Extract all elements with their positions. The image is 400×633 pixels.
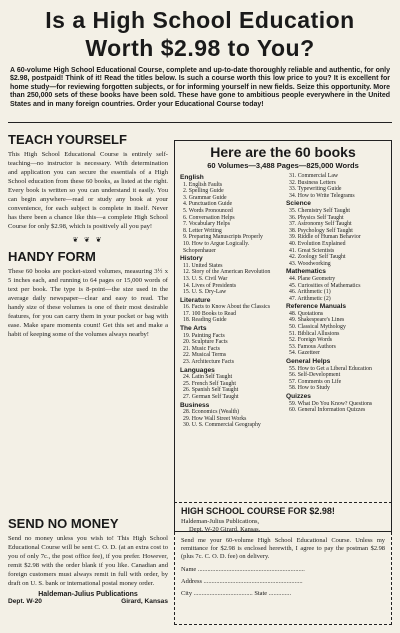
book-title: 26. Spanish Self Taught [183, 387, 239, 394]
book-title: 37. Astronomy Self Taught [289, 221, 352, 228]
handy-form-title: HANDY FORM [8, 249, 96, 264]
book-title: 5. Words Pronounced [183, 207, 233, 214]
book-title: 14. Lives of Presidents [183, 282, 237, 289]
book-category: Business [180, 401, 210, 409]
book-title: 35. Chemistry Self Taught [289, 207, 350, 214]
book-title: 7. Vocabulary Helps [183, 221, 230, 228]
order-title: HIGH SCHOOL COURSE FOR $2.98! [181, 506, 335, 516]
book-title: 15. U. S. Dry-Law [183, 289, 227, 296]
divider [8, 122, 392, 123]
book-category: Mathematics [286, 268, 326, 276]
book-title: 19. Painting Facts [183, 332, 225, 339]
book-category: Reference Manuals [286, 303, 347, 311]
name-field[interactable]: Name ................................................................... [181, 566, 305, 573]
publisher-dept: Dept. W-20 [8, 598, 42, 605]
book-title: 29. How Wall Street Works [183, 415, 247, 422]
book-title: 20. Sculpture Facts [183, 339, 228, 346]
book-category: History [180, 255, 203, 263]
book-title: 57. Comments on Life [289, 378, 342, 385]
book-category: The Arts [180, 325, 207, 333]
city-label: City [181, 590, 193, 597]
name-label: Name [181, 566, 197, 573]
address-field[interactable]: Address .............................................................. [181, 578, 303, 585]
book-category: Quizzes [286, 393, 311, 400]
book-title: 50. Classical Mythology [289, 324, 346, 331]
book-category: Literature [180, 296, 211, 304]
book-title: 23. Architecture Facts [183, 359, 235, 366]
book-title: 31. Commercial Law [289, 173, 339, 179]
book-title: 56. Self-Development [289, 372, 341, 379]
book-title: 22. Musical Terms [183, 352, 227, 359]
book-title: 46. Arithmetic (1) [289, 289, 331, 296]
send-no-money-title: SEND NO MONEY [8, 516, 119, 531]
book-title: 47. Arithmetic (2) [289, 295, 331, 302]
book-category: General Helps [286, 358, 331, 366]
publisher-name: Haldeman-Julius Publications [38, 591, 138, 598]
send-no-money-body: Send no money unless you wish to! This High School Educational Course will be sent C. O. D. (at an extra cost to you of only 7c., the post office fee), if you prefer. However, remit $2.98 with the order blank if you like. Canadian and foreign customers must always remit in full with order, by draft on U. S. bank or international postal money order. [8, 535, 168, 587]
book-title: 45. Curiosities of Mathematics [289, 282, 361, 289]
book-title: 1. English Faults [183, 181, 223, 188]
order-coupon[interactable] [174, 502, 392, 625]
book-title: 3. Grammar Guide [183, 194, 227, 201]
book-title: 39. Riddle of Human Behavior [289, 234, 361, 241]
teach-yourself-body: This High School Educational Course is entirely self-teaching—no instructor is necessary. With determination and application you can secure the essentials of a High School education from these 60 books, as listed at the right. Every book is written so you can understand it easily. You can begin anywhere—read or study any book at your convenience, for each subject is complete in itself. Never has there been a chance like this—a complete High School Course for only $2.98, which is positively all you pay! [8, 151, 168, 230]
book-title: 42. Zoology Self Taught [289, 254, 346, 261]
book-category: Languages [180, 366, 215, 374]
book-title: 54. Gazetteer [289, 350, 320, 357]
book-title: 16. Facts to Know About the Classics [183, 304, 271, 311]
order-address-line1: Haldeman-Julius Publications, [181, 518, 260, 525]
book-title: 6. Conversation Helps [183, 214, 235, 221]
book-category: Science [286, 200, 311, 208]
book-title: 10. How to Argue Logically. Schopenhauer [183, 240, 250, 254]
books-title: Here are the 60 books [210, 144, 356, 160]
book-title: 38. Psychology Self Taught [289, 227, 353, 234]
book-title: 53. Famous Authors [289, 343, 336, 350]
order-text: Send me your 60-volume High School Educational Course. Unless my remittance for $2.98 is enclosed herewith, I agree to pay the postman $2.98 (plus 7c. C. O. D. fee) on delivery. [181, 537, 385, 560]
book-title: 27. German Self Taught [183, 394, 239, 400]
address-label: Address [181, 578, 202, 585]
send-no-money-section [8, 516, 168, 605]
state-label: State [254, 590, 268, 597]
book-title: 32. Business Letters [289, 179, 336, 186]
books-list-left [180, 173, 280, 429]
order-address-line2: Dept. W-20 Girard, Kansas. [189, 526, 261, 533]
book-title: 49. Shakespeare's Lines [289, 317, 345, 324]
handy-form-body: These 60 books are pocket-sized volumes, measuring 3½ x 5 inches each, and running to 64 pages or 15,000 words of text per book. The type is 8-point—the size used in the average daily newspaper—clear and easy to read. The handy size of these volumes is one of their most desirable features, for you can carry them in your pocket or bag with ease. Make spare moments count! Get this set and make a habit of keeping some of the volumes always nearby! [8, 268, 168, 338]
book-title: 36. Physics Self Taught [289, 214, 344, 221]
book-title: 9. Preparing Manuscripts Properly [183, 234, 263, 241]
book-title: 52. Foreign Words [289, 337, 333, 344]
book-title: 58. How to Study [289, 385, 330, 392]
book-title: 28. Economics (Wealth) [183, 409, 240, 416]
book-title: 11. United States [183, 262, 223, 269]
book-title: 60. General Information Quizzes [289, 407, 366, 414]
book-title: 55. How to Get a Liberal Education [289, 365, 372, 372]
intro-paragraph: A 60-volume High School Educational Course, complete and up-to-date thoroughly reliable and authentic, for only $2.98, postpaid! Think of it! Read the titles below. Is such a course worth this low price to you? It is excellent for home study—for reviewing forgotten subjects, or for informing yourself in new fields. Seize this opportunity. More than 250,000 sets of these books have been sold. These have gone to ambitious people everywhere in the United States and in many foreign countries. Order your Educational Course today! [10, 67, 390, 108]
left-column [8, 126, 168, 339]
book-title: 8. Letter Writing [183, 227, 222, 234]
book-title: 51. Biblical Allusions [289, 330, 340, 337]
book-title: 18. Reading Guide [183, 317, 227, 324]
books-box-wrapper [174, 140, 392, 532]
book-title: 59. What Do You Know? Questions [289, 400, 373, 407]
book-title: 33. Typewriting Guide [289, 186, 342, 193]
book-title: 44. Plane Geometry [289, 275, 336, 282]
book-title: 25. French Self Taught [183, 380, 236, 387]
advertisement-page [8, 6, 392, 627]
city-state-field[interactable]: City ..................................... State .............. [181, 590, 292, 597]
book-title: 30. U. S. Commercial Geography [183, 422, 261, 429]
book-title: 40. Evolution Explained [289, 240, 346, 247]
ornament-divider: ❦ ❦ ❦ [72, 236, 104, 244]
book-title: 2. Spelling Guide [183, 188, 224, 195]
publisher-city: Girard, Kansas [121, 598, 168, 605]
book-title: 13. U. S. Civil War [183, 275, 228, 282]
book-title: 17. 100 Books to Read [183, 310, 236, 317]
book-title: 43. Woodworking [289, 260, 331, 267]
book-category: English [180, 174, 204, 181]
book-title: 21. Music Facts [183, 345, 220, 352]
books-subtitle: 60 Volumes—3,488 Pages—825,000 Words [207, 161, 359, 170]
book-title: 4. Punctuation Guide [183, 201, 233, 208]
headline: Is a High School Education Worth $2.98 to You? [45, 7, 355, 61]
books-box [174, 140, 392, 532]
books-list-right [286, 173, 386, 429]
teach-yourself-title: TEACH YOURSELF [8, 132, 127, 147]
book-title: 34. How to Write Telegrams [289, 192, 355, 199]
book-title: 12. Story of the American Revolution [183, 269, 271, 276]
book-title: 41. Great Scientists [289, 247, 335, 254]
book-title: 24. Latin Self Taught [183, 374, 233, 381]
book-title: 48. Quotations [289, 310, 324, 317]
